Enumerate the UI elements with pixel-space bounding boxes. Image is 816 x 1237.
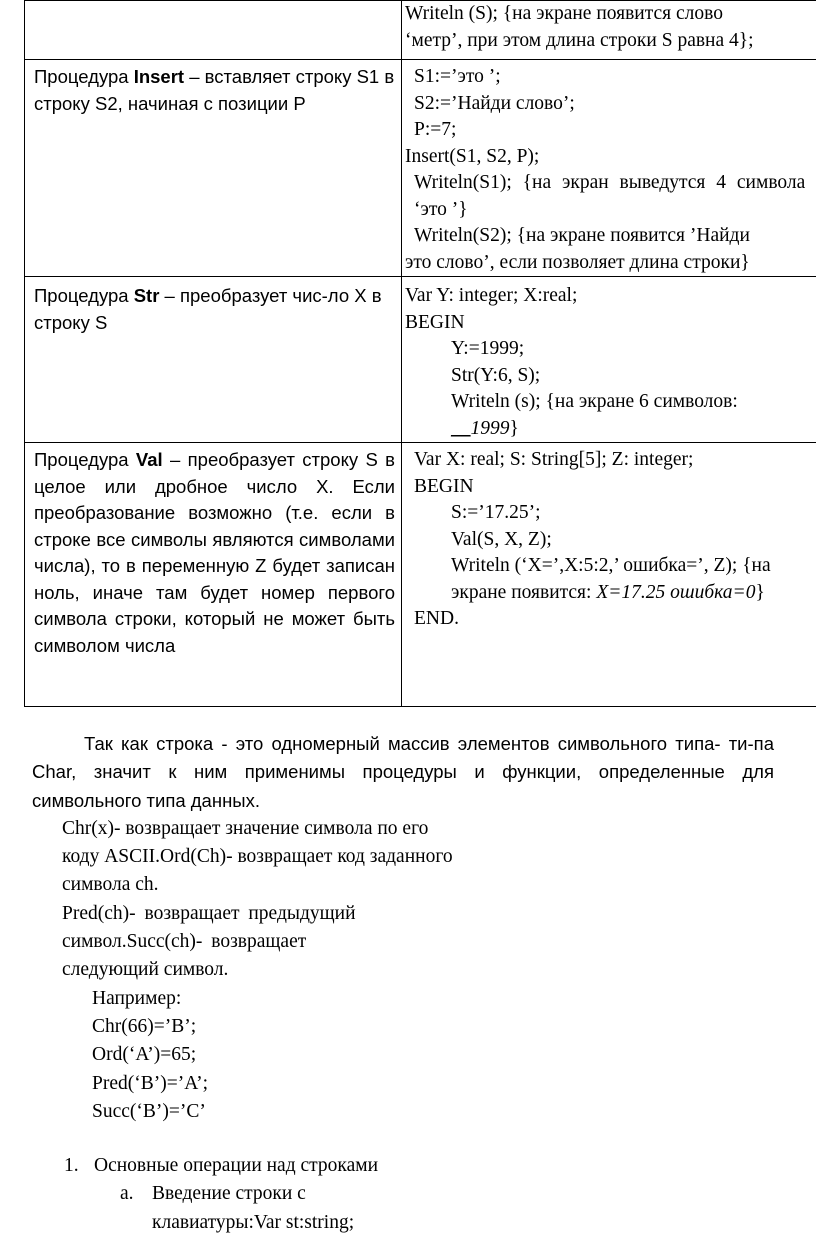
desc-prefix: Процедура	[34, 449, 136, 470]
code-line: Val(S, X, Z);	[405, 527, 816, 554]
code-line: Var Y: integer; X:real;	[405, 283, 816, 310]
code-line: S:=’17.25’;	[405, 500, 816, 527]
desc-prefix: Процедура	[34, 66, 134, 87]
code-line: ‘это ’}	[405, 197, 816, 224]
procedures-table	[24, 0, 816, 707]
insert-description-cell	[25, 60, 402, 277]
proc-name-str: Str	[134, 285, 160, 306]
list-number: 1.	[32, 1152, 94, 1180]
numbered-list	[32, 1152, 774, 1237]
code-line: BEGIN	[405, 474, 816, 501]
output-value: 1999	[471, 418, 510, 439]
examples	[32, 985, 774, 1126]
comment-text: экране появится:	[451, 582, 596, 603]
example-line: Ord(‘A’)=65;	[32, 1041, 774, 1069]
sub-item-continuation: клавиатуры:Var st:string;	[32, 1209, 774, 1237]
underscore-padding: __	[451, 418, 471, 439]
function-line: Chr(x)- возвращает значение символа по его	[32, 815, 774, 843]
function-line: символа ch.	[32, 871, 774, 899]
val-code-cell	[402, 443, 816, 707]
str-description-cell	[25, 277, 402, 443]
code-line: Str(Y:6, S);	[405, 363, 816, 390]
example-label: Например:	[32, 985, 774, 1013]
paragraph-indent	[32, 733, 84, 754]
intro-paragraph	[32, 730, 774, 815]
table-row	[25, 277, 816, 443]
list-item-text: Основные операции над строками	[94, 1155, 378, 1176]
function-line: символ.Succ(ch)- возвращает	[32, 928, 774, 956]
paragraph-text: Так как строка - это одномерный массив элементов символьного типа- ти-па Char, значит к ним применимы процедуры и функции, определенные для символьного типа данных.	[32, 733, 774, 811]
output-value: X=17.25 ошибка=0	[596, 582, 755, 603]
desc-text: – преобразует чис-ло X в строку S	[34, 285, 382, 333]
row0-right-cell	[402, 1, 816, 60]
sub-letter: a.	[120, 1180, 152, 1208]
function-line: Pred(ch)- возвращает предыдущий	[32, 900, 774, 928]
function-line: коду ASCII.Ord(Ch)- возвращает код заданного	[32, 843, 774, 871]
sub-item-text: Введение строки с	[152, 1183, 306, 1204]
function-line: следующий символ.	[32, 956, 774, 984]
example-line: Succ(‘B’)=’C’	[32, 1098, 774, 1126]
code-line: это слово’, если позволяет длина строки}	[405, 250, 816, 277]
comment-close: }	[755, 582, 764, 603]
code-line: Writeln (‘X=’,X:5:2,’ ошибка=’, Z); {на	[405, 553, 816, 580]
desc-text: – вставляет строку S1 в строку S2, начиная с позиции P	[34, 66, 394, 114]
code-line: ‘метр’, при этом длина строки S равна 4};	[405, 28, 816, 55]
code-line: Insert(S1, S2, P);	[405, 144, 816, 171]
example-line: Chr(66)=’B’;	[32, 1013, 774, 1041]
str-code-cell	[402, 277, 816, 443]
function-list	[32, 815, 774, 985]
code-line	[405, 416, 816, 443]
desc-prefix: Процедура	[34, 285, 134, 306]
code-line: Y:=1999;	[405, 336, 816, 363]
code-line: Writeln(S1); {на экран выведутся 4 символа	[405, 170, 816, 197]
list-item	[32, 1152, 774, 1180]
table-row	[25, 1, 816, 60]
proc-name-val: Val	[136, 449, 163, 470]
proc-name-insert: Insert	[134, 66, 184, 87]
code-line	[405, 580, 816, 607]
table-row	[25, 60, 816, 277]
code-line: P:=7;	[405, 117, 816, 144]
code-line: Writeln (s); {на экране 6 символов:	[405, 389, 816, 416]
comment-close: }	[510, 418, 519, 439]
insert-code-cell	[402, 60, 816, 277]
code-line: Var X: real; S: String[5]; Z: integer;	[405, 447, 816, 474]
sub-list-item	[32, 1180, 774, 1208]
code-line: Writeln (S); {на экране появится слово	[405, 1, 816, 28]
desc-text: – преобразует строку S в целое или дробное число X. Если преобразование возможно (т.е. если в строке все символы являются символами числа), то в переменную Z будет записан ноль, иначе там будет номер первого символа строки, который не может быть символом числа	[34, 449, 395, 656]
val-description-cell	[25, 443, 402, 707]
code-line: S2:=’Найди слово’;	[405, 91, 816, 118]
code-line: Writeln(S2); {на экране появится ’Найди	[405, 223, 816, 250]
code-line: S1:=’это ’;	[405, 64, 816, 91]
code-line: BEGIN	[405, 310, 816, 337]
example-line: Pred(‘B’)=’A’;	[32, 1070, 774, 1098]
body-text	[32, 730, 774, 1237]
code-line: END.	[405, 606, 816, 633]
table-row	[25, 443, 816, 707]
row0-left-cell	[25, 1, 402, 60]
